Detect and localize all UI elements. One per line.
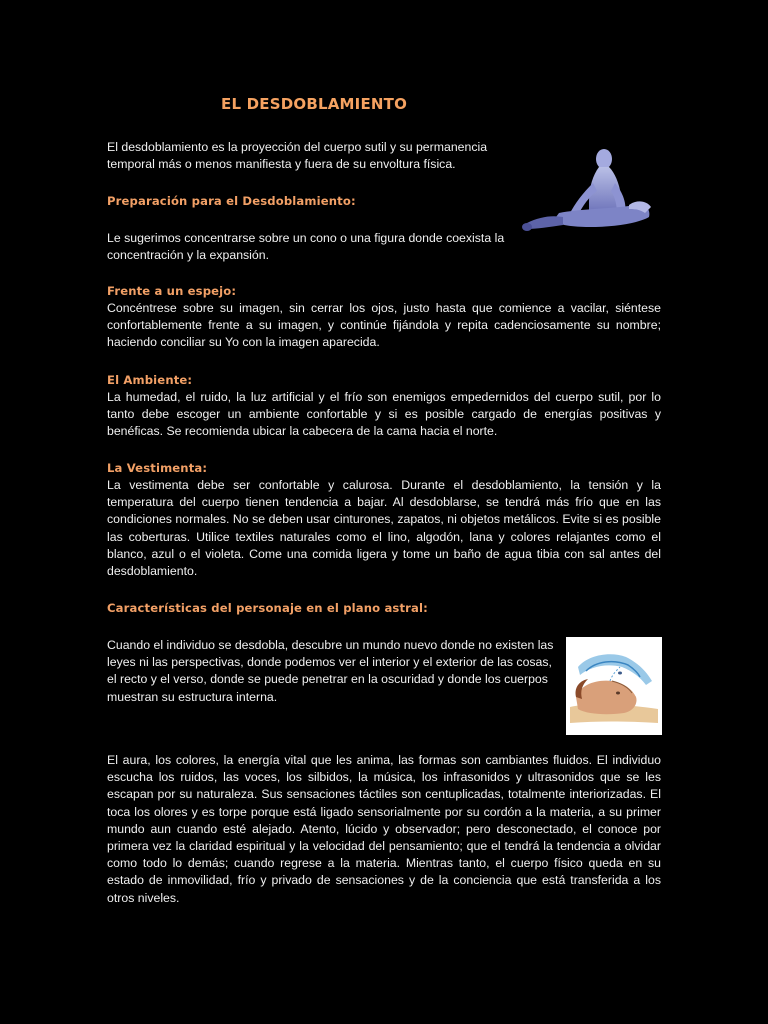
section-heading-preparacion: Preparación para el Desdoblamiento: [107, 194, 356, 208]
section-heading-caracteristicas: Características del personaje en el plano astral: [107, 601, 428, 615]
section-text-caracteristicas: Cuando el individuo se desdobla, descubre un mundo nuevo donde no existen las leyes ni las perspectivas, donde podemos ver el interior y el exterior de las cosas, el recto y el verso, donde se puede penetrar en la oscuridad y donde los cuerpos muestran su estructura interna. [107, 638, 554, 704]
section-heading-espejo: Frente a un espejo: [107, 284, 237, 298]
page-title: EL DESDOBLAMIENTO [221, 95, 408, 113]
astral-head-image [566, 637, 662, 735]
section-text-ambiente: La humedad, el ruido, la luz artificial y el frío son enemigos empedernidos del cuerpo sutil, por lo tanto debe escoger un ambiente confortable y si es posible cargado de energías positivas y benéficas. Se recomienda ubicar la cabecera de la cama hacia el norte. [107, 390, 661, 439]
section-heading-ambiente: El Ambiente: [107, 373, 193, 387]
intro-paragraph: El desdoblamiento es la proyección del cuerpo sutil y su permanencia temporal más o menos manifiesta y fuera de su envoltura física. [107, 140, 488, 172]
seated-figure-image [519, 143, 655, 243]
closing-paragraph: El aura, los colores, la energía vital que les anima, las formas son cambiantes fluidos. El individuo escucha los ruidos, las voces, los silbidos, la música, los infrasonidos y ultrasonidos que se les escapan por su naturaleza. Sus sensaciones táctiles son centuplicadas, totalmente interiorizadas. El toca los olores y es torpe porque está ligado sensorialmente por su cordón a la materia, a su primer mundo aun cuando esté alejado. Atento, lúcido y observador; pero desconectado, el conoce por primera vez la claridad espiritual y la velocidad del pensamiento; que el tendrá la tendencia a olvidar como todo lo demás; cuando regrese a la materia. Mientras tanto, el cuerpo físico queda en su estado de inmovilidad, frío y privado de sensaciones y de la conciencia que está transferida a los otros niveles. [107, 753, 661, 905]
section-text-espejo: Concéntrese sobre su imagen, sin cerrar los ojos, justo hasta que comience a vacilar, siéntese confortablemente frente a su imagen, y continúe fijándola y repita cadenciosamente su nombre; haciendo conciliar su Yo con la imagen aparecida. [107, 301, 661, 350]
section-text-preparacion: Le sugerimos concentrarse sobre un cono o una figura donde coexista la concentración y la expansión. [107, 231, 505, 263]
section-heading-vestimenta: La Vestimenta: [107, 461, 208, 475]
section-text-vestimenta: La vestimenta debe ser confortable y calurosa. Durante el desdoblamiento, la tensión y la temperatura del cuerpo tienen tendencia a bajar. Al desdoblarse, se tendrá más frío que en las condiciones normales. No se deben usar cinturones, zapatos, ni objetos metálicos. Evite si es posible las coberturas. Utilice textiles naturales como el lino, algodón, lana y colores relajantes como el blanco, azul o el violeta. Come una comida ligera y tome un baño de agua tibia con sal antes del desdoblamiento. [107, 478, 661, 579]
